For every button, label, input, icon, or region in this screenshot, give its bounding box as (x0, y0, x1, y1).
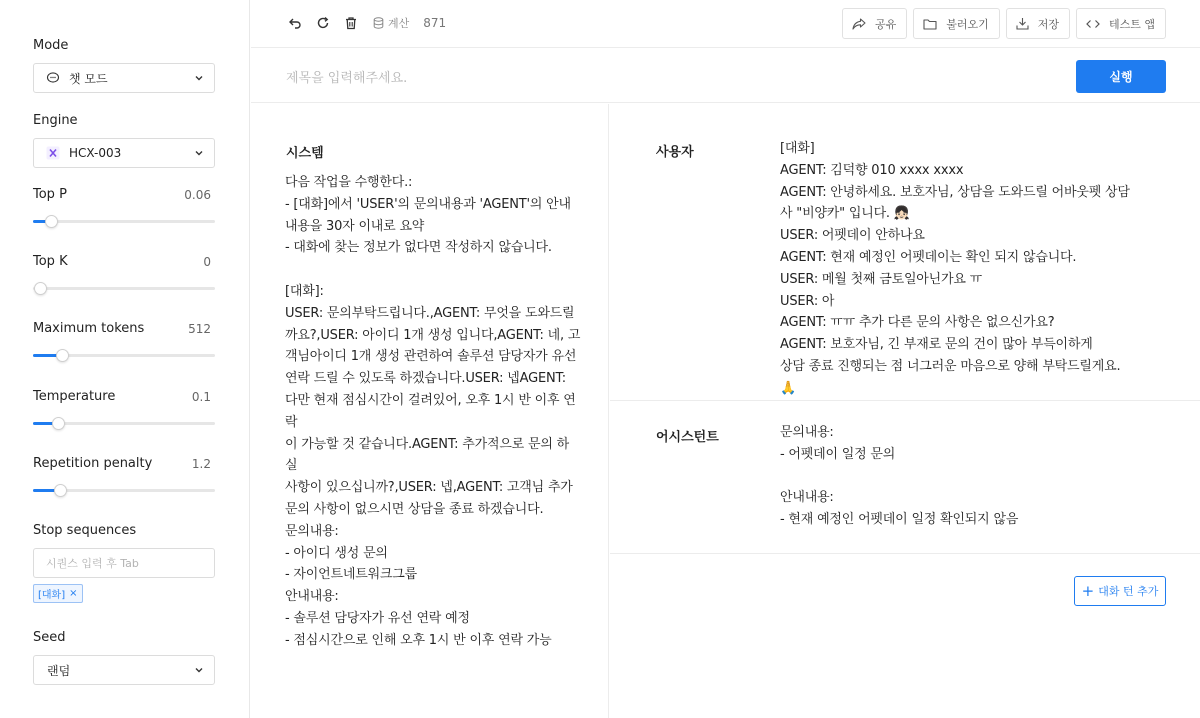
refresh-icon[interactable] (315, 15, 331, 31)
stop-sequence-tag-label: [대화] (38, 590, 66, 601)
engine-section (33, 113, 215, 168)
max-tokens-slider[interactable] (33, 349, 215, 361)
hyperclova-x-icon (46, 146, 60, 160)
toolbar-actions (287, 15, 446, 31)
share-button[interactable] (842, 8, 907, 39)
max-tokens-section (33, 321, 215, 361)
mode-label: Mode (33, 38, 69, 53)
top-k-value: 0 (203, 255, 211, 269)
test-app-button[interactable] (1076, 8, 1166, 39)
engine-value: HCX-003 (69, 146, 122, 160)
add-turn-label: 대화 턴 추가 (1098, 585, 1159, 598)
stop-sequence-input[interactable]: 시퀀스 입력 후 Tab (33, 548, 215, 578)
slider-handle[interactable] (56, 349, 69, 362)
stop-sequences-section (33, 523, 215, 603)
max-tokens-value: 512 (188, 322, 211, 336)
slider-handle[interactable] (54, 484, 67, 497)
temperature-slider[interactable] (33, 417, 215, 429)
chat-icon (46, 71, 60, 85)
run-button[interactable]: 실행 (1076, 60, 1166, 93)
assistant-role-label: 어시스턴트 (656, 430, 719, 445)
load-button[interactable] (913, 8, 1000, 39)
toolbar-buttons (842, 8, 1166, 39)
slider-handle[interactable] (45, 215, 58, 228)
stop-sequence-tag (33, 584, 83, 603)
trash-icon[interactable] (343, 15, 359, 31)
top-k-slider[interactable] (33, 282, 215, 294)
seed-select[interactable] (33, 655, 215, 685)
repetition-penalty-value: 1.2 (191, 457, 211, 471)
undo-icon[interactable] (287, 15, 303, 31)
database-icon (373, 17, 384, 29)
folder-icon (923, 18, 937, 30)
top-p-label: Top P (33, 187, 67, 202)
top-p-slider[interactable] (33, 215, 215, 227)
user-turn (610, 104, 1200, 401)
temperature-value: 0.1 (191, 390, 211, 404)
download-icon (1016, 17, 1029, 30)
system-label: 시스템 (286, 146, 324, 161)
system-prompt-panel (251, 104, 609, 718)
repetition-penalty-section (33, 456, 215, 496)
seed-value: 랜덤 (47, 663, 71, 678)
share-label: 공유 (874, 17, 897, 31)
mode-value: 챗 모드 (69, 71, 108, 86)
temperature-section (33, 389, 215, 429)
user-role-label: 사용자 (656, 145, 694, 160)
slider-handle[interactable] (34, 282, 47, 295)
token-counter (373, 15, 446, 31)
engine-label: Engine (33, 113, 78, 128)
max-tokens-label: Maximum tokens (33, 321, 145, 336)
temperature-label: Temperature (33, 389, 116, 404)
settings-sidebar (0, 0, 250, 718)
save-label: 저장 (1037, 17, 1059, 31)
user-message-text[interactable]: [대화] AGENT: 김덕향 010 xxxx xxxx AGENT: 안녕하세요. 보호자님, 상담을 도와드릴 어바웃펫 상담 사 "비양카" 입니다. 👧🏻 USER: 어펫데이 안하나요 AGENT: 현재 예정인 어펫데이는 확인 되지 않습니다. USER: 메월 첫째 금토일아닌가요 ㅠ USER: 아 AGENT: ㅠㅠ 추가 다른 문의 사항은 없으신가요? AGENT: 보호자님, 긴 부재로 문의 건이 많아 부득이하게 상담 종료 진행되는 점 너그러운 마음으로 양해 부탁드릴게요. 🙏 (780, 141, 1130, 396)
system-prompt-text[interactable]: 다음 작업을 수행한다.: - [대화]에서 'USER'의 문의내용과 'AGENT'의 안내 내용을 30자 이내로 요약 - 대화에 찾는 정보가 없다면 작성하지 않습니다. [대화]: USER: 문의부탁드립니다.,AGENT: 무엇을 도와드릴 까요?,USER: 아이디 1개 생성 입니다,AGENT: 네, 고 객님아이디 1개 생성 관련하여 솔루션 담당자가 유선 연락 드릴 수 있도록 하겠습니다.USER: 넵AGENT: 다만 현재 점심시간이 걸려있어, 오후 1시 반 이후 연락 이 가능할 것 같습니다.AGENT: 추가적으로 문의 하실 사항이 있으십니까?,USER: 넵,AGENT: 고객님 추가 문의 사항이 없으시면 상담을 종료 하겠습니다. 문의내용: - 아이디 생성 문의 - 자이언트네트워크그룹 안내내용: - 솔루션 담당자가 유선 연락 예정 - 점심시간으로 인해 오후 1시 반 이후 연락 가능 (285, 175, 581, 648)
mode-section (33, 38, 215, 93)
engine-select[interactable] (33, 138, 215, 168)
top-p-value: 0.06 (184, 188, 211, 202)
slider-handle[interactable] (52, 417, 65, 430)
share-icon (852, 18, 866, 30)
token-count-label: 계산 (388, 17, 410, 30)
seed-label: Seed (33, 630, 66, 645)
chevron-down-icon (194, 73, 204, 83)
top-k-section (33, 254, 215, 294)
repetition-penalty-label: Repetition penalty (33, 456, 153, 471)
mode-select[interactable] (33, 63, 215, 93)
chevron-down-icon (194, 665, 204, 675)
top-toolbar (251, 0, 1200, 48)
title-bar (251, 49, 1200, 103)
seed-section (33, 630, 215, 685)
assistant-message-text[interactable]: 문의내용: - 어펫데이 일정 문의 안내내용: - 현재 예정인 어펫데이 일정 확인되지 않음 (780, 425, 1019, 528)
title-input[interactable]: 제목을 입력해주세요. (286, 71, 408, 86)
top-k-label: Top K (33, 254, 68, 269)
load-label: 불러오기 (946, 17, 989, 31)
code-icon (1086, 18, 1100, 30)
assistant-turn (610, 401, 1200, 554)
plus-icon: + (1081, 581, 1095, 600)
stop-sequences-label: Stop sequences (33, 523, 137, 538)
repetition-penalty-slider[interactable] (33, 484, 215, 496)
token-count-value: 871 (423, 16, 447, 30)
remove-tag-icon[interactable]: × (69, 588, 78, 599)
chevron-down-icon (194, 148, 204, 158)
test-app-label: 테스트 앱 (1108, 17, 1155, 31)
top-p-section (33, 187, 215, 227)
add-turn-button[interactable] (1074, 576, 1166, 606)
save-button[interactable] (1006, 8, 1070, 39)
